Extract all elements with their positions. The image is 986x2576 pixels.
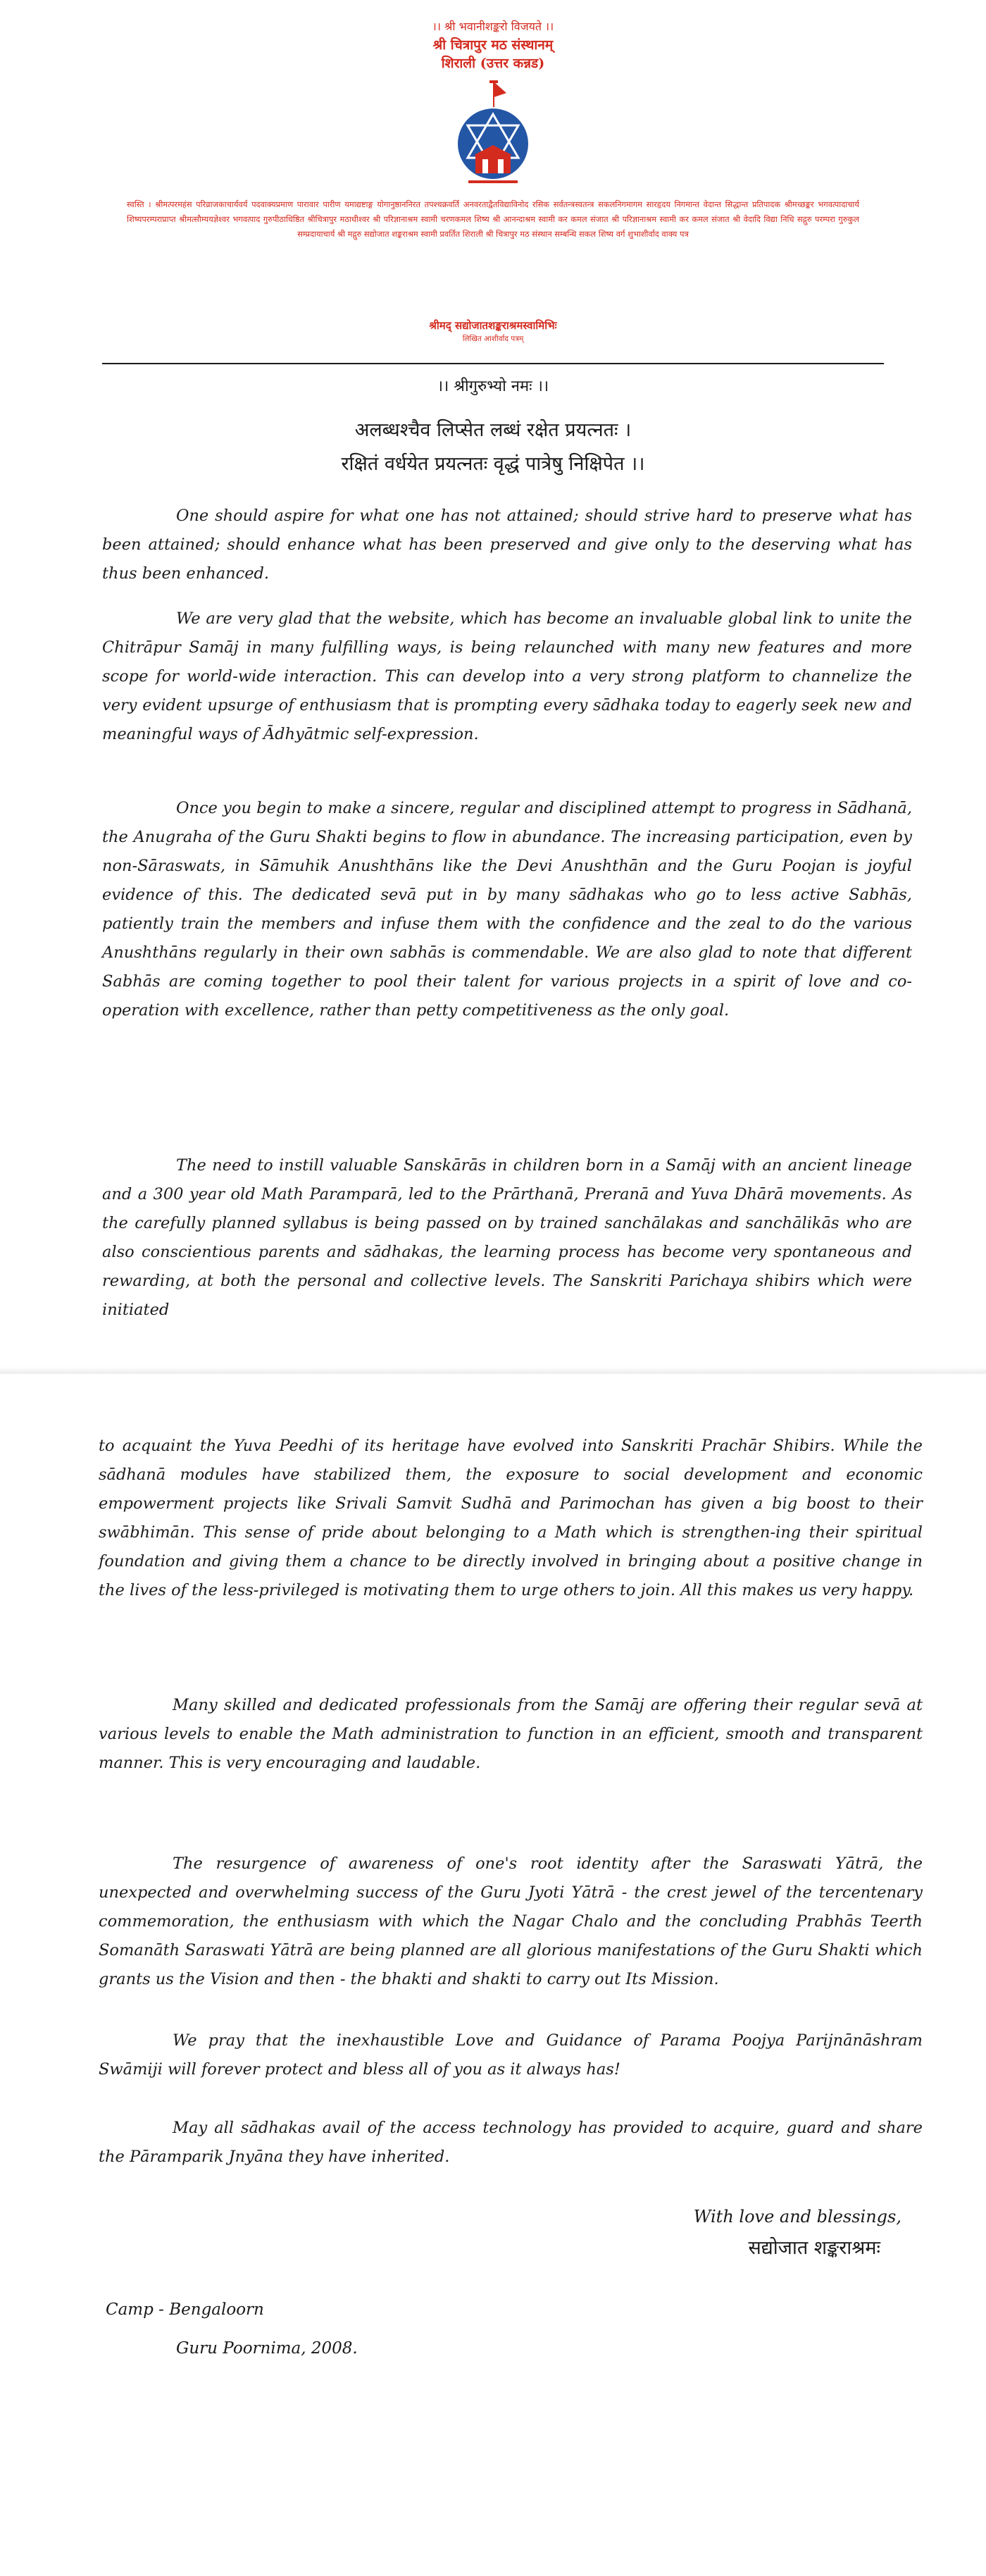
letterhead-location: शिराली (उत्तर कन्नड): [441, 56, 545, 71]
paragraph-prayer: We pray that the inexhaustible Love and Guidance of Parama Poojya Parijnānāshram Swāmiji will forever protect and bless all of you as it always has!: [99, 2031, 923, 2079]
letterhead-signatory-subtitle: लिखित आशीर्वाद पत्रम्: [462, 335, 524, 343]
paragraph-aspire: One should aspire for what one has not attained; should strive hard to preserve what has been attained; should enhance what has been preserved and give only to the deserving what has thus been enhanced.: [102, 507, 912, 583]
place: Camp - Bengaloorn: [106, 2301, 264, 2319]
paragraph-sanskaras: The need to instill valuable Sanskārās in children born in a Samāj with an ancient lineage and a 300 year old Math Paramparā, led to the Prārthanā, Preranā and Yuva Dhārā movements. As the carefully planned syllabus is being passed on by trained sanchālakas and sanchālikās who are also conscientious parents and sādhakas, the learning process has become very spontaneous and rewarding, at both the personal and collective levels. The Sanskriti Parichaya shibirs which were initiated: [102, 1156, 912, 1319]
paragraph-website: We are very glad that the website, which has become an invaluable global link to unite the Chitrāpur Samāj in many fulfilling ways, is being relaunched with many new features and more scope for world-wide interaction. This can develop into a very strong platform to channelize the very evident upsurge of enthusiasm that is prompting every sādhaka today to eagerly seek new and meaningful ways of Ādhyātmic self-expression.: [102, 609, 912, 743]
paragraph-professionals: Many skilled and dedicated professionals from the Samāj are offering their regular sevā at various levels to enable the Math administration to function in an efficient, smooth and transparent manner. This is very encouraging and laudable.: [99, 1696, 923, 1772]
letterhead-institution-name: श्री चित्रापुर मठ संस्थानम्: [432, 37, 554, 53]
signature: सद्योजात शङ्कराश्रमः: [748, 2237, 880, 2259]
paragraph-sanskaras-continued: to acquaint the Yuva Peedhi of its heritage have evolved into Sanskriti Prachār Shibirs. While the sādhanā modules have stabilized them, the exposure to social development and economic empowerment projects like Srivali Samvit Sudhā and Parimochan has given a big boost to their swābhimān. This sense of pride about belonging to a Math which is strengthen-ing their spiritual foundation and giving them a chance to be directly involved in bringing about a positive change in the lives of the less-privileged is motivating them to urge others to join. All this makes us very happy.: [99, 1437, 923, 1599]
math-emblem-icon: [454, 79, 532, 188]
letterhead-invocation: ।। श्री भवानीशङ्करो विजयते ।।: [432, 20, 554, 33]
closing-salutation: With love and blessings,: [693, 2207, 901, 2227]
paragraph-sadhakas: May all sādhakas avail of the access technology has provided to acquire, guard and share the Pāramparik Jnyāna they have inherited.: [99, 2119, 923, 2166]
date: Guru Poornima, 2008.: [176, 2339, 358, 2358]
letterhead-titles: स्वस्ति । श्रीमत्परमहंस परिव्राजकाचार्यवर्य पदवाक्यप्रमाण पारावार पारीण यमाद्यष्टाङ्ग योगानुष्ठाननिरत तपश्चक्रवर्ति अनवरताद्वैतविद्याविनोद रसिक सर्वतन्त्रस्वतन्त्र सकलनिगमागम सारहृदय निगमान्त वेदान्त सिद्धान्त प्रतिपादक श्रीमच्छङ्कर भगवत्पादाचार्य शिष्यपरम्पराप्राप्त श्रीमत्सौम्ययज्ञेश्वर भगवत्पाद गुरुपीठाधिष्ठित श्रीचित्रापुर मठाधीश्वर श्री परिज्ञानाश्रम स्वामी चरणकमल शिष्य श्री आनन्दाश्रम स्वामी कर कमल संजात श्री परिज्ञानाश्रम स्वामी कर कमल संजात श्री वेदादि विद्या निधि सद्गुरु परम्परा गुरुकुल सम्प्रदायाचार्य श्री मद्गुरु सद्योजात शङ्कराश्रम स्वामी प्रवर्तित शिराली श्री चित्रापुर मठ संस्थान सम्बन्धि सकल शिष्य वर्ग शुभाशीर्वाद वाक्य पत्र: [127, 199, 859, 239]
sanskrit-verse-line-1: अलब्धश्चैव लिप्सेत लब्धं रक्षेत प्रयत्नतः ।: [354, 419, 632, 441]
invocation: ।। श्रीगुरुभ्यो नमः ।।: [437, 378, 549, 395]
letterhead-signatory: श्रीमद् सद्योजातशङ्कराश्रमस्वामिभिः: [429, 319, 557, 332]
paragraph-sadhana: Once you begin to make a sincere, regular and disciplined attempt to progress in Sādhanā, the Anugraha of the Guru Shakti begins to flow in abundance. The increasing participation, even by non-Sāraswats, in Sāmuhik Anushthāns like the Devi Anushthān and the Guru Poojan is joyful evidence of this. The dedicated sevā put in by many sādhakas who go to less active Sabhās, patiently train the members and infuse them with the confidence and the zeal to do the various Anushthāns regularly in their own sabhās is commendable. We are also glad to note that different Sabhās are coming together to pool their talent for various projects in a spirit of love and co-operation with excellence, rather than petty competitiveness as the only goal.: [102, 799, 912, 1020]
sanskrit-verse-line-2: रक्षितं वर्धयेत प्रयत्नतः वृद्धं पात्रेषु निक्षिपेत ।।: [341, 453, 645, 475]
letterhead-rule: [102, 363, 884, 364]
paragraph-resurgence: The resurgence of awareness of one's root identity after the Saraswati Yātrā, the unexpected and overwhelming success of the Guru Jyoti Yātrā - the crest jewel of the tercentenary commemoration, the enthusiasm with which the Nagar Chalo and the concluding Prabhās Teerth Somanāth Saraswati Yātrā are being planned are all glorious manifestations of the Guru Shakti which grants us the Vision and then - the bhakti and shakti to carry out Its Mission.: [99, 1854, 923, 1988]
